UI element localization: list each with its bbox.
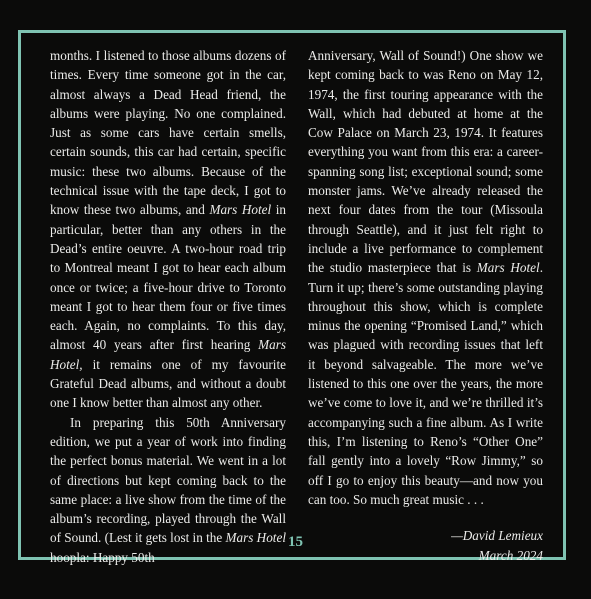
paragraph-anniversary: In preparing this 50th Anniversary edition, we put a year of work into finding the perfect bonus material. We went in a lot of directions but kept coming back to the same place: a live show from the time of the album’s recording, played through the Wall of Sound. (Lest it gets lost in the Mars Hotel hoopla: Happy 50th — [50, 414, 286, 565]
right-text-column — [308, 46, 543, 566]
signature-name: —David Lemieux — [451, 528, 543, 544]
left-text-column — [50, 46, 286, 567]
album-title: Mars Hotel — [476, 260, 540, 276]
album-title: Mars Hotel — [225, 530, 286, 546]
paragraph-reno-show: Anniversary, Wall of Sound!) One show we kept coming back to was Reno on May 12, 1974, the first touring appearance with the Wall, which had debuted at home at the Cow Palace on March 23, 1974. It features everything you want from this era: a career-spanning song list; exceptional sound; some monster jams. We’ve already released the next four dates from the tour (Missoula through Seattle), and it just felt right to include a live performance to complement the studio masterpiece that is Mars Hotel. Turn it up; there’s some outstanding playing throughout this show, which is complete minus the opening “Promised Land,” which was plagued with recording issues that left it beyond salvageable. The more we’ve listened to this one over the years, the more we’ve come to love it, and we’re thrilled it’s accompanying such a fine album. As I write this, I’m listening to Reno’s “Other One” fall gently into a lovely “Row Jimmy,” so off I go to enjoy this beauty—and now you can too. So much great music . . . — [308, 48, 543, 507]
paragraph-continued: months. I listened to those albums dozens of times. Every time someone got in the car, almost always a Dead Head friend, the albums were playing. No one complained. Just as some cars have certain smells, certain sounds, this car had certain, specific music: these two albums. Because of the technical issue with the tape deck, I got to know these two albums, and Mars Hotel in particular, better than any others in the Dead’s entire oeuvre. A two-hour road trip to Montreal meant I got to hear each album once or twice; a five-hour drive to Toronto meant I got to hear them four or five times each. Again, no complaints. To this day, almost 40 years after first hearing Mars Hotel, it remains one of my favourite Grateful Dead albums, and without a doubt one I know better than almost any other. — [50, 48, 286, 411]
page-number: 15 — [288, 534, 303, 550]
album-title: Mars Hotel, — [50, 337, 286, 372]
signature-date: March 2024 — [478, 548, 543, 564]
album-title: Mars Hotel — [209, 202, 272, 218]
